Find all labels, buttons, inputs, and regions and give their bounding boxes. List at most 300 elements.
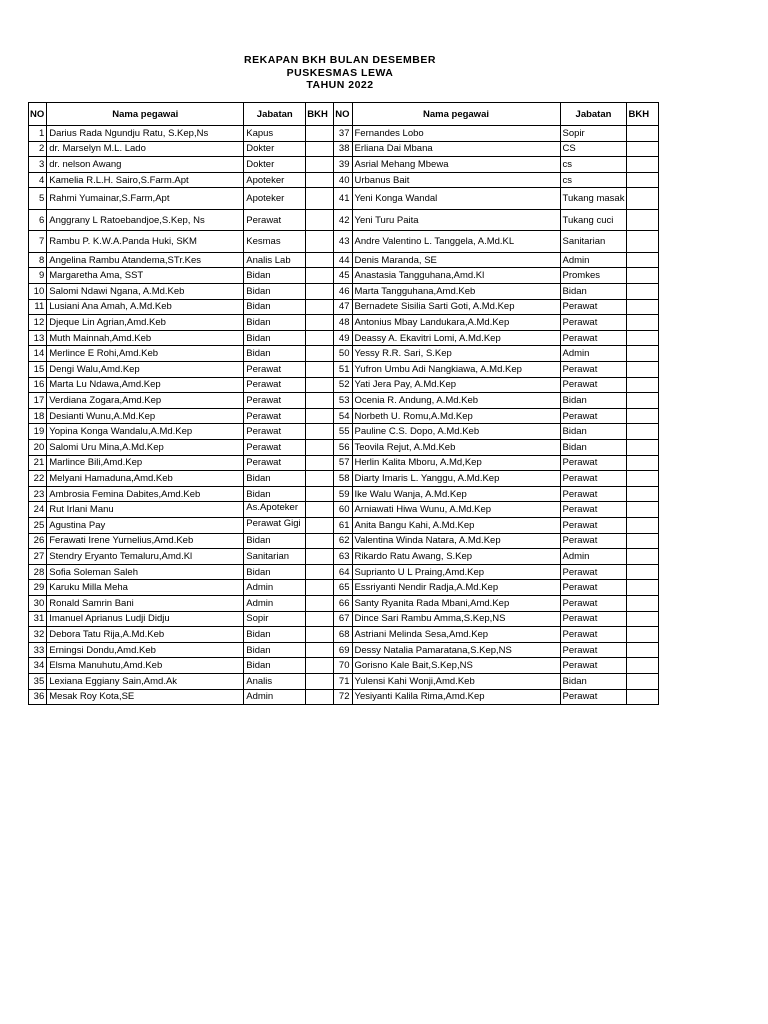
employee-position: Perawat	[560, 486, 627, 502]
bkh-cell	[306, 172, 334, 188]
bkh-cell	[306, 126, 334, 142]
employee-number: 41	[334, 188, 352, 210]
bkh-cell	[306, 658, 334, 674]
employee-number: 38	[334, 141, 352, 157]
employee-number: 67	[334, 611, 352, 627]
employee-position: Perawat	[560, 533, 627, 549]
employee-name: Astriani Melinda Sesa,Amd.Kep	[352, 627, 560, 643]
employee-position: Admin	[560, 549, 627, 565]
employee-number: 58	[334, 471, 352, 487]
table-row	[29, 502, 659, 518]
employee-number: 24	[29, 502, 47, 518]
employee-name: Asrial Mehang Mbewa	[352, 157, 560, 173]
employee-name: Valentina Winda Natara, A.Md.Kep	[352, 533, 560, 549]
employee-name: Elsma Manuhutu,Amd.Keb	[47, 658, 244, 674]
bkh-cell	[306, 141, 334, 157]
employee-number: 53	[334, 393, 352, 409]
employee-name: Margaretha Ama, SST	[47, 268, 244, 284]
bkh-cell	[306, 595, 334, 611]
employee-position: Promkes	[560, 268, 627, 284]
bkh-cell	[306, 315, 334, 331]
bkh-cell	[306, 517, 334, 533]
employee-number: 65	[334, 580, 352, 596]
employee-name: Yesiyanti Kalila Rima,Amd.Kep	[352, 689, 560, 705]
employee-name: Teovila Rejut, A.Md.Keb	[352, 440, 560, 456]
bkh-cell	[627, 315, 659, 331]
employee-name: Santy Ryanita Rada Mbani,Amd.Kep	[352, 595, 560, 611]
bkh-cell	[627, 252, 659, 268]
bkh-cell	[306, 533, 334, 549]
bkh-cell	[306, 393, 334, 409]
employee-position: Kesmas	[244, 231, 306, 253]
employee-name: Yessy R.R. Sari, S.Kep	[352, 346, 560, 362]
bkh-cell	[627, 126, 659, 142]
bkh-cell	[627, 408, 659, 424]
bkh-cell	[627, 627, 659, 643]
employee-number: 8	[29, 252, 47, 268]
employee-number: 6	[29, 209, 47, 231]
bkh-cell	[627, 231, 659, 253]
header-name-right: Nama pegawai	[352, 103, 560, 126]
bkh-cell	[306, 346, 334, 362]
employee-name: Yulensi Kahi Wonji,Amd.Keb	[352, 673, 560, 689]
employee-number: 42	[334, 209, 352, 231]
employee-number: 7	[29, 231, 47, 253]
employee-name: Anggrany L Ratoebandjoe,S.Kep, Ns	[47, 209, 244, 231]
table-row	[29, 533, 659, 549]
employee-position: Sanitarian	[244, 549, 306, 565]
employee-name: Imanuel Aprianus Ludji Didju	[47, 611, 244, 627]
employee-number: 39	[334, 157, 352, 173]
bkh-cell	[627, 486, 659, 502]
bkh-cell	[627, 502, 659, 518]
employee-name: Yati Jera Pay, A.Md.Kep	[352, 377, 560, 393]
employee-number: 54	[334, 408, 352, 424]
employee-number: 40	[334, 172, 352, 188]
employee-position: Admin	[244, 595, 306, 611]
employee-position: Bidan	[244, 658, 306, 674]
employee-name: dr. nelson Awang	[47, 157, 244, 173]
employee-name: Melyani Hamaduna,Amd.Keb	[47, 471, 244, 487]
employee-number: 27	[29, 549, 47, 565]
bkh-cell	[306, 673, 334, 689]
employee-number: 71	[334, 673, 352, 689]
employee-name: Agustina Pay	[47, 517, 244, 533]
table-row	[29, 377, 659, 393]
employee-position: Bidan	[244, 315, 306, 331]
employee-position: Bidan	[560, 673, 627, 689]
employee-number: 17	[29, 393, 47, 409]
table-row	[29, 209, 659, 231]
employee-name: Lexiana Eggiany Sain,Amd.Ak	[47, 673, 244, 689]
employee-roster-table	[28, 102, 659, 705]
bkh-cell	[627, 172, 659, 188]
employee-name: Rikardo Ratu Awang, S.Kep	[352, 549, 560, 565]
employee-number: 26	[29, 533, 47, 549]
employee-position: Bidan	[244, 268, 306, 284]
bkh-cell	[627, 209, 659, 231]
employee-position: Perawat	[244, 393, 306, 409]
table-row	[29, 424, 659, 440]
employee-name: Anastasia Tangguhana,Amd.Kl	[352, 268, 560, 284]
employee-number: 45	[334, 268, 352, 284]
bkh-cell	[306, 689, 334, 705]
employee-name: Yopina Konga Wandalu,A.Md.Kep	[47, 424, 244, 440]
employee-position: Bidan	[244, 533, 306, 549]
employee-position: Bidan	[244, 486, 306, 502]
employee-name: Marlince Bili,Amd.Kep	[47, 455, 244, 471]
employee-position: Bidan	[244, 299, 306, 315]
bkh-cell	[627, 377, 659, 393]
employee-position: Perawat	[560, 627, 627, 643]
bkh-cell	[306, 627, 334, 643]
employee-position: Admin	[244, 580, 306, 596]
employee-number: 19	[29, 424, 47, 440]
employee-number: 37	[334, 126, 352, 142]
employee-position: Perawat	[560, 502, 627, 518]
bkh-cell	[627, 549, 659, 565]
bkh-cell	[306, 231, 334, 253]
employee-number: 1	[29, 126, 47, 142]
table-row	[29, 252, 659, 268]
employee-name: Desianti Wunu,A.Md.Kep	[47, 408, 244, 424]
employee-number: 51	[334, 362, 352, 378]
bkh-cell	[306, 642, 334, 658]
bkh-cell	[306, 284, 334, 300]
table-row	[29, 564, 659, 580]
bkh-cell	[627, 440, 659, 456]
employee-position: Perawat	[560, 362, 627, 378]
employee-number: 48	[334, 315, 352, 331]
bkh-cell	[627, 157, 659, 173]
bkh-cell	[306, 611, 334, 627]
employee-number: 55	[334, 424, 352, 440]
employee-number: 3	[29, 157, 47, 173]
employee-name: Rahmi Yumainar,S.Farm,Apt	[47, 188, 244, 210]
employee-position: Bidan	[244, 330, 306, 346]
employee-position: Perawat	[560, 330, 627, 346]
employee-name: Ferawati Irene Yurnelius,Amd.Keb	[47, 533, 244, 549]
employee-position: Bidan	[560, 284, 627, 300]
employee-number: 9	[29, 268, 47, 284]
employee-position: Dokter	[244, 157, 306, 173]
employee-position: Perawat	[244, 209, 306, 231]
employee-name: Angelina Rambu Atandema,STr.Kes	[47, 252, 244, 268]
employee-position: Perawat	[560, 455, 627, 471]
employee-position: Admin	[560, 252, 627, 268]
employee-position: Apoteker	[244, 188, 306, 210]
bkh-cell	[627, 658, 659, 674]
employee-number: 46	[334, 284, 352, 300]
bkh-cell	[306, 268, 334, 284]
employee-number: 64	[334, 564, 352, 580]
employee-position: Perawat	[244, 455, 306, 471]
employee-number: 50	[334, 346, 352, 362]
employee-number: 36	[29, 689, 47, 705]
employee-number: 59	[334, 486, 352, 502]
employee-position: Perawat	[244, 408, 306, 424]
employee-name: Marta Tangguhana,Amd.Keb	[352, 284, 560, 300]
employee-position: Bidan	[560, 424, 627, 440]
employee-number: 52	[334, 377, 352, 393]
employee-number: 31	[29, 611, 47, 627]
employee-name: Denis Maranda, SE	[352, 252, 560, 268]
bkh-cell	[306, 157, 334, 173]
employee-name: Djeque Lin Agrian,Amd.Keb	[47, 315, 244, 331]
bkh-cell	[306, 424, 334, 440]
employee-number: 13	[29, 330, 47, 346]
bkh-cell	[306, 330, 334, 346]
bkh-cell	[627, 595, 659, 611]
table-body	[29, 126, 659, 705]
employee-number: 14	[29, 346, 47, 362]
employee-name: Lusiani Ana Amah, A.Md.Keb	[47, 299, 244, 315]
employee-number: 21	[29, 455, 47, 471]
bkh-cell	[627, 346, 659, 362]
header-no-left: NO	[29, 103, 47, 126]
employee-name: Muth Mainnah,Amd.Keb	[47, 330, 244, 346]
bkh-cell	[627, 564, 659, 580]
bkh-cell	[306, 440, 334, 456]
employee-position: Perawat	[560, 564, 627, 580]
employee-position: Bidan	[244, 284, 306, 300]
employee-name: Bernadete Sisilia Sarti Goti, A.Md.Kep	[352, 299, 560, 315]
header-no-right: NO	[334, 103, 352, 126]
bkh-cell	[627, 141, 659, 157]
table-row	[29, 188, 659, 210]
employee-number: 72	[334, 689, 352, 705]
employee-position: Perawat	[560, 517, 627, 533]
document-title	[190, 54, 490, 92]
employee-name: Fernandes Lobo	[352, 126, 560, 142]
employee-name: Darius Rada Ngundju Ratu, S.Kep,Ns	[47, 126, 244, 142]
bkh-cell	[627, 362, 659, 378]
employee-position: Perawat	[560, 658, 627, 674]
employee-position: Sopir	[244, 611, 306, 627]
bkh-cell	[306, 252, 334, 268]
employee-position: Perawat	[244, 440, 306, 456]
employee-name: Ike Walu Wanja, A.Md.Kep	[352, 486, 560, 502]
employee-name: Dengi Walu,Amd.Kep	[47, 362, 244, 378]
employee-position: CS	[560, 141, 627, 157]
bkh-cell	[306, 580, 334, 596]
table-row	[29, 549, 659, 565]
employee-name: Andre Valentino L. Tanggela, A.Md.KL	[352, 231, 560, 253]
employee-number: 49	[334, 330, 352, 346]
table-row	[29, 346, 659, 362]
employee-number: 18	[29, 408, 47, 424]
bkh-cell	[627, 517, 659, 533]
employee-name: Kamelia R.L.H. Sairo,S.Farm.Apt	[47, 172, 244, 188]
employee-position: Perawat	[560, 471, 627, 487]
bkh-cell	[306, 502, 334, 518]
bkh-cell	[306, 564, 334, 580]
employee-name: Ronald Samrin Bani	[47, 595, 244, 611]
employee-position: Bidan	[244, 471, 306, 487]
employee-name: Debora Tatu Rija,A.Md.Keb	[47, 627, 244, 643]
bkh-cell	[627, 393, 659, 409]
employee-name: Erliana Dai Mbana	[352, 141, 560, 157]
title-line-2: PUSKESMAS LEWA	[286, 66, 394, 79]
employee-number: 68	[334, 627, 352, 643]
bkh-cell	[627, 330, 659, 346]
employee-number: 11	[29, 299, 47, 315]
employee-position: Perawat	[560, 611, 627, 627]
employee-name: Deassy A. Ekavitri Lomi, A.Md.Kep	[352, 330, 560, 346]
table-row	[29, 471, 659, 487]
employee-position: Tukang cuci	[560, 209, 627, 231]
employee-number: 63	[334, 549, 352, 565]
employee-name: Sofia Soleman Saleh	[47, 564, 244, 580]
table-row	[29, 284, 659, 300]
bkh-cell	[627, 424, 659, 440]
table-row	[29, 157, 659, 173]
table-row	[29, 231, 659, 253]
table-row	[29, 141, 659, 157]
table-header-row	[29, 103, 659, 126]
employee-position: Bidan	[244, 346, 306, 362]
bkh-cell	[306, 188, 334, 210]
employee-name: Norbeth U. Romu,A.Md.Kep	[352, 408, 560, 424]
employee-name: dr. Marselyn M.L. Lado	[47, 141, 244, 157]
employee-number: 28	[29, 564, 47, 580]
employee-number: 60	[334, 502, 352, 518]
employee-number: 20	[29, 440, 47, 456]
employee-number: 34	[29, 658, 47, 674]
employee-position: Analis Lab	[244, 252, 306, 268]
employee-position: Analis	[244, 673, 306, 689]
employee-name: Karuku Milla Meha	[47, 580, 244, 596]
title-line-1: REKAPAN BKH BULAN DESEMBER	[244, 54, 436, 66]
employee-position: Bidan	[244, 627, 306, 643]
employee-number: 23	[29, 486, 47, 502]
employee-position: Perawat	[244, 424, 306, 440]
bkh-cell	[627, 455, 659, 471]
table-row	[29, 440, 659, 456]
header-name-left: Nama pegawai	[47, 103, 244, 126]
employee-name: Yeni Turu Paita	[352, 209, 560, 231]
employee-number: 66	[334, 595, 352, 611]
employee-position: Perawat	[560, 377, 627, 393]
employee-position: Bidan	[560, 393, 627, 409]
employee-number: 57	[334, 455, 352, 471]
employee-name: Ocenia R. Andung, A.Md.Keb	[352, 393, 560, 409]
employee-name: Dessy Natalia Pamaratana,S.Kep,NS	[352, 642, 560, 658]
employee-number: 5	[29, 188, 47, 210]
employee-name: Yeni Konga Wandal	[352, 188, 560, 210]
bkh-cell	[627, 642, 659, 658]
table-row	[29, 658, 659, 674]
employee-position: Perawat	[560, 595, 627, 611]
employee-name: Urbanus Bait	[352, 172, 560, 188]
employee-position: Bidan	[244, 564, 306, 580]
table-row	[29, 299, 659, 315]
employee-position: As.Apoteker	[244, 502, 306, 518]
employee-name: Salomi Ndawi Ngana, A.Md.Keb	[47, 284, 244, 300]
employee-position: Apoteker	[244, 172, 306, 188]
employee-number: 25	[29, 517, 47, 533]
bkh-cell	[306, 408, 334, 424]
employee-number: 29	[29, 580, 47, 596]
employee-name: Yufron Umbu Adi Nangkiawa, A.Md.Kep	[352, 362, 560, 378]
header-position-right: Jabatan	[560, 103, 627, 126]
employee-position: Perawat	[560, 408, 627, 424]
employee-name: Salomi Uru Mina,A.Md.Kep	[47, 440, 244, 456]
employee-position: Dokter	[244, 141, 306, 157]
bkh-cell	[306, 362, 334, 378]
table-row	[29, 315, 659, 331]
employee-position: Tukang masak	[560, 188, 627, 210]
bkh-cell	[627, 299, 659, 315]
employee-number: 12	[29, 315, 47, 331]
employee-position: Perawat	[560, 315, 627, 331]
employee-number: 30	[29, 595, 47, 611]
bkh-cell	[627, 533, 659, 549]
header-bkh-left: BKH	[306, 103, 334, 126]
table-row	[29, 595, 659, 611]
employee-name: Anita Bangu Kahi, A.Md.Kep	[352, 517, 560, 533]
employee-name: Mesak Roy Kota,SE	[47, 689, 244, 705]
table-row	[29, 393, 659, 409]
employee-position: Bidan	[244, 642, 306, 658]
employee-name: Antonius Mbay Landukara,A.Md.Kep	[352, 315, 560, 331]
employee-name: Erningsi Dondu,Amd.Keb	[47, 642, 244, 658]
employee-name: Essriyanti Nendir Radja,A.Md.Kep	[352, 580, 560, 596]
table-row	[29, 330, 659, 346]
bkh-cell	[627, 284, 659, 300]
bkh-cell	[627, 471, 659, 487]
header-position-left: Jabatan	[244, 103, 306, 126]
employee-name: Arniawati Hiwa Wunu, A.Md.Kep	[352, 502, 560, 518]
employee-number: 70	[334, 658, 352, 674]
employee-name: Dince Sari Rambu Amma,S.Kep,NS	[352, 611, 560, 627]
employee-position: Perawat	[244, 362, 306, 378]
bkh-cell	[306, 455, 334, 471]
bkh-cell	[627, 689, 659, 705]
table-row	[29, 408, 659, 424]
employee-name: Herlin Kalita Mboru, A.Md,Kep	[352, 455, 560, 471]
employee-number: 2	[29, 141, 47, 157]
employee-position: Perawat	[560, 299, 627, 315]
employee-number: 47	[334, 299, 352, 315]
employee-name: Stendry Eryanto Temaluru,Amd.Kl	[47, 549, 244, 565]
bkh-cell	[306, 209, 334, 231]
employee-name: Verdiana Zogara,Amd.Kep	[47, 393, 244, 409]
title-line-3: TAHUN 2022	[306, 79, 374, 91]
employee-position: Perawat	[560, 580, 627, 596]
employee-position: Admin	[560, 346, 627, 362]
employee-number: 22	[29, 471, 47, 487]
employee-number: 43	[334, 231, 352, 253]
table-row	[29, 580, 659, 596]
employee-number: 16	[29, 377, 47, 393]
employee-number: 4	[29, 172, 47, 188]
table-row	[29, 362, 659, 378]
employee-position: Kapus	[244, 126, 306, 142]
employee-name: Pauline C.S. Dopo, A.Md.Keb	[352, 424, 560, 440]
table-row	[29, 455, 659, 471]
employee-position: Perawat	[244, 377, 306, 393]
employee-position: Bidan	[560, 440, 627, 456]
bkh-cell	[627, 268, 659, 284]
bkh-cell	[306, 377, 334, 393]
employee-number: 56	[334, 440, 352, 456]
employee-number: 33	[29, 642, 47, 658]
bkh-cell	[627, 580, 659, 596]
employee-position: Perawat	[560, 689, 627, 705]
table-row	[29, 642, 659, 658]
employee-position: Admin	[244, 689, 306, 705]
